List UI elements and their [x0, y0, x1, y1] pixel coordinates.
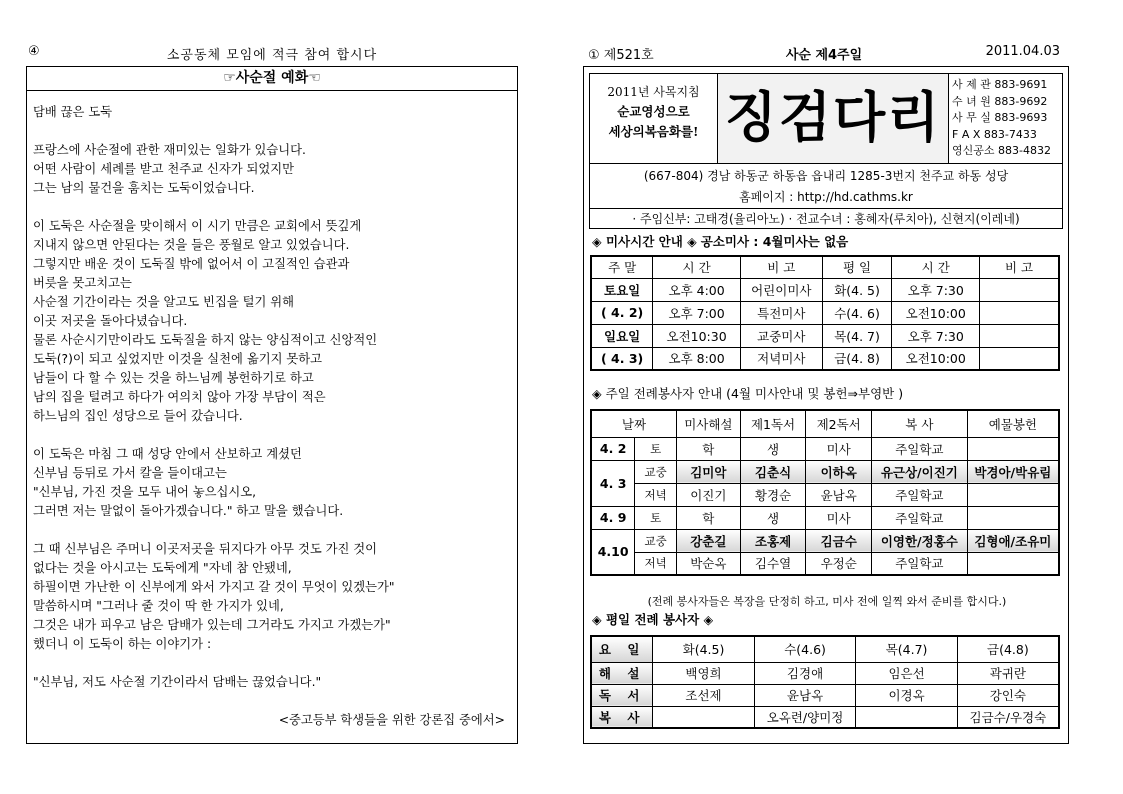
- mass-time: 오후 4:00: [653, 278, 741, 301]
- liturgical-week: 사순 제4주일: [785, 48, 863, 63]
- table-header: 시 간: [892, 256, 980, 278]
- server-name: 강춘길: [676, 529, 740, 552]
- server-name: 임은선: [856, 662, 957, 684]
- mass-note: [980, 347, 1059, 370]
- weekend-date: ( 4. 2): [591, 301, 653, 324]
- role-label: 복 사: [591, 706, 653, 728]
- story-source: <중고등부 학생들을 위한 강론집 중에서>: [278, 713, 505, 727]
- table-header: 수(4.6): [754, 636, 856, 662]
- story-line: 도둑(?)이 되고 싶었지만 이것을 실천에 옮기지 못하고: [33, 352, 323, 366]
- server-name: 학: [676, 506, 740, 529]
- server-name: [967, 483, 1059, 506]
- story-line: 이 도둑은 마침 그 때 성당 안에서 산보하고 계셨던: [33, 447, 302, 461]
- story: [33, 103, 513, 730]
- left-page-number: ④: [28, 44, 40, 59]
- server-name: 박경아/박유림: [967, 460, 1059, 483]
- server-name: 학: [676, 437, 740, 460]
- mass-note: 어린이미사: [740, 278, 822, 301]
- server-name: 오옥련/양미정: [754, 706, 856, 728]
- mass-section-heading: [592, 233, 848, 251]
- mass-time: 오전10:00: [892, 301, 980, 324]
- left-page-header: [28, 44, 516, 64]
- left-content-box: [26, 66, 518, 744]
- server-name: 이영한/정홍수: [872, 529, 968, 552]
- sunday-servers-table: [590, 409, 1060, 576]
- story-line: 물론 사순시기만이라도 도둑질을 하지 않는 양심적이고 신앙적인: [33, 333, 378, 347]
- mass-time: 오후 8:00: [653, 347, 741, 370]
- table-header: 복 사: [872, 410, 968, 437]
- right-page-header: [588, 44, 1060, 64]
- weekend-day: 토요일: [591, 278, 653, 301]
- bulletin-logo: 징검다리: [718, 74, 948, 164]
- weekend-day: 일요일: [591, 324, 653, 347]
- table-header: 금(4.8): [957, 636, 1059, 662]
- issue-date: 2011.04.03: [985, 44, 1060, 59]
- table-header: 요 일: [591, 636, 653, 662]
- issue-number: ① 제521호: [588, 48, 654, 63]
- server-name: 김금수: [806, 529, 872, 552]
- mass-time: 오전10:30: [653, 324, 741, 347]
- story-line: "신부님, 저도 사순절 기간이라서 담배는 끊었습니다.": [33, 675, 322, 689]
- server-name: 미사: [806, 437, 872, 460]
- story-line: 이곳 저곳을 돌아다녔습니다.: [33, 314, 188, 328]
- motto-year: 2011년 사목지침: [607, 85, 700, 99]
- server-name: 조선제: [653, 684, 754, 706]
- server-name: 생: [740, 437, 806, 460]
- left-headline: 소공동체 모임에 적극 참여 합시다: [166, 48, 378, 63]
- story-line: 이 도둑은 사순절을 맞이해서 이 시기 만큼은 교회에서 뜻깊게: [33, 219, 362, 233]
- mass-section-note: 공소미사 : 4월미사는 없음: [700, 234, 849, 249]
- story-line: 남들이 다 할 수 있는 것을 하느님께 봉헌하기로 하고: [33, 371, 314, 385]
- address: (667-804) 경남 하동군 하동읍 읍내리 1285-3번지 천주교 하동 성당: [643, 169, 1009, 183]
- table-row: [591, 483, 1059, 506]
- mass-type: 교중: [635, 460, 677, 483]
- table-header: 목(4.7): [856, 636, 957, 662]
- contact-item: F A X 883-7433: [952, 127, 1037, 141]
- mass-time: 오후 7:30: [892, 324, 980, 347]
- server-name: [967, 552, 1059, 575]
- server-name: 주일학교: [872, 552, 968, 575]
- table-row: [591, 437, 1059, 460]
- table-row: [591, 706, 1059, 728]
- server-name: 주일학교: [872, 483, 968, 506]
- story-line: 프랑스에 사순절에 관한 재미있는 일화가 있습니다.: [33, 143, 306, 157]
- right-content-box: [583, 66, 1069, 744]
- table-header: 평 일: [822, 256, 892, 278]
- server-name: 곽귀란: [957, 662, 1059, 684]
- weekday-date: 금(4. 8): [822, 347, 892, 370]
- server-name: 이하옥: [806, 460, 872, 483]
- story-line: 남의 집을 털려고 하다가 여의치 않아 가장 부담이 적은: [33, 390, 326, 404]
- weekday-date: 목(4. 7): [822, 324, 892, 347]
- table-row: [591, 662, 1059, 684]
- contact-list: [948, 74, 1062, 164]
- server-name: 주일학교: [872, 437, 968, 460]
- server-name: 이경옥: [856, 684, 957, 706]
- mass-type: 저녁: [635, 483, 677, 506]
- story-line: 지내지 않으면 안된다는 것을 들은 풍월로 알고 있었습니다.: [33, 238, 350, 252]
- story-line: 어떤 사람이 세례를 받고 천주교 신자가 되었지만: [33, 162, 295, 176]
- table-header: 날짜: [591, 410, 676, 437]
- service-date: 4. 9: [591, 506, 635, 529]
- server-name: 생: [740, 506, 806, 529]
- server-name: 김형애/조유미: [967, 529, 1059, 552]
- role-label: 해 설: [591, 662, 653, 684]
- story-line: 신부님 등뒤로 가서 칼을 들이대고는: [33, 466, 227, 480]
- table-header: 제1독서: [740, 410, 806, 437]
- story-line: 했더니 이 도둑이 하는 이야기가 :: [33, 637, 212, 651]
- contact-item: 영신공소 883-4832: [952, 144, 1051, 157]
- weekday-section-title: ◈ 평일 전례 봉사자 ◈: [592, 612, 714, 627]
- server-name: 윤남옥: [806, 483, 872, 506]
- service-date: 4. 2: [591, 437, 635, 460]
- table-header: 화(4.5): [653, 636, 754, 662]
- homepage: 홈페이지 : http://hd.cathms.kr: [739, 190, 913, 204]
- server-name: 유근상/이진기: [872, 460, 968, 483]
- mass-note: 특전미사: [740, 301, 822, 324]
- server-name: 주일학교: [872, 506, 968, 529]
- contact-item: 사 무 실 883-9693: [952, 111, 1048, 124]
- table-header: 시 간: [653, 256, 741, 278]
- table-header: 예물봉헌: [967, 410, 1059, 437]
- pastoral-motto: [590, 74, 718, 164]
- server-name: [653, 706, 754, 728]
- server-name: [967, 437, 1059, 460]
- server-name: 백영희: [653, 662, 754, 684]
- story-body: [33, 141, 513, 692]
- mass-note: 저녁미사: [740, 347, 822, 370]
- server-name: [856, 706, 957, 728]
- story-line: 버릇을 못고치고는: [33, 276, 132, 290]
- service-date: 4. 3: [591, 460, 635, 506]
- table-header: 주 말: [591, 256, 653, 278]
- sunday-section-heading: ◈ 주일 전례봉사자 안내 (4월 미사안내 및 봉헌⇒부영반 ): [592, 386, 904, 401]
- table-header: 비 고: [980, 256, 1059, 278]
- mass-note: 교중미사: [740, 324, 822, 347]
- contact-item: 사 제 관 883-9691: [952, 78, 1048, 91]
- mass-type: 저녁: [635, 552, 677, 575]
- mass-time: 오후 7:00: [653, 301, 741, 324]
- story-line: 없다는 것을 아시고는 도둑에게 "자네 참 안됐네,: [33, 561, 292, 575]
- server-name: [967, 506, 1059, 529]
- weekend-date: ( 4. 3): [591, 347, 653, 370]
- table-row: [591, 552, 1059, 575]
- mass-type: 교중: [635, 529, 677, 552]
- server-name: 김경애: [754, 662, 856, 684]
- server-name: 김춘식: [740, 460, 806, 483]
- server-name: 미사: [806, 506, 872, 529]
- weekday-servers-table: [590, 635, 1060, 729]
- motto-line-1: 순교영성으로: [617, 104, 690, 119]
- server-name: 황경순: [740, 483, 806, 506]
- mass-section-title: ◈ 미사시간 안내 ◈: [592, 234, 697, 249]
- story-line: 그는 남의 물건을 훔치는 도둑이었습니다.: [33, 181, 255, 195]
- mass-type: 토: [635, 437, 677, 460]
- role-label: 독 서: [591, 684, 653, 706]
- mass-time: 오전10:00: [892, 347, 980, 370]
- left-title: ☞사순절 예화☜: [27, 67, 517, 91]
- story-line: 말씀하시며 "그러나 줄 것이 딱 한 가지가 있네,: [33, 599, 284, 613]
- motto-line-2: 세상의복음화를!: [608, 124, 699, 139]
- sunday-servers-note: (전례 봉사자들은 복장을 단정히 하고, 미사 전에 일찍 와서 준비를 합시다.): [647, 595, 1007, 608]
- story-line: 하필이면 가난한 이 신부에게 와서 가지고 갈 것이 무엇이 있겠는가": [33, 580, 395, 594]
- weekday-section-heading: [592, 611, 713, 629]
- table-header: 제2독서: [806, 410, 872, 437]
- story-line: 사순절 기간이라는 것을 알고도 빈집을 털기 위해: [33, 295, 295, 309]
- mass-note: [980, 278, 1059, 301]
- weekday-date: 수(4. 6): [822, 301, 892, 324]
- staff-line: · 주임신부: 고태경(율리아노) · 전교수녀 : 홍혜자(루치아), 신현지(이레네): [590, 208, 1062, 228]
- story-line: 그러면 저는 말없이 돌아가겠습니다." 하고 말을 했습니다.: [33, 504, 344, 518]
- server-name: 우정순: [806, 552, 872, 575]
- table-header: 미사해설: [676, 410, 740, 437]
- mass-note: [980, 324, 1059, 347]
- masthead: [589, 73, 1063, 229]
- contact-item: 수 녀 원 883-9692: [952, 94, 1048, 108]
- server-name: 윤남옥: [754, 684, 856, 706]
- story-title: 담배 끊은 도둑: [33, 105, 113, 119]
- mass-time: 오후 7:30: [892, 278, 980, 301]
- weekday-date: 화(4. 5): [822, 278, 892, 301]
- mass-type: 토: [635, 506, 677, 529]
- story-line: 그 때 신부님은 주머니 이곳저곳을 뒤지다가 아무 것도 가진 것이: [33, 542, 378, 556]
- server-name: 김수열: [740, 552, 806, 575]
- table-row: [591, 460, 1059, 483]
- mass-note: [980, 301, 1059, 324]
- table-row: [591, 506, 1059, 529]
- story-line: "신부님, 가진 것을 모두 내어 놓으십시오,: [33, 485, 257, 499]
- story-line: 하느님의 집인 성당으로 들어 갔습니다.: [33, 409, 243, 423]
- server-name: 조홍제: [740, 529, 806, 552]
- table-header: 비 고: [740, 256, 822, 278]
- story-line: 그것은 내가 피우고 남은 담배가 있는데 그거라도 가지고 가겠는가": [33, 618, 391, 632]
- table-row: [591, 529, 1059, 552]
- server-name: 김미악: [676, 460, 740, 483]
- server-name: 강인숙: [957, 684, 1059, 706]
- server-name: 이진기: [676, 483, 740, 506]
- table-row: [591, 684, 1059, 706]
- service-date: 4.10: [591, 529, 635, 575]
- mass-schedule-table: [590, 255, 1060, 371]
- server-name: 박순옥: [676, 552, 740, 575]
- server-name: 김금수/우경숙: [957, 706, 1059, 728]
- story-line: 그렇지만 배운 것이 도둑질 밖에 없어서 이 고질적인 습관과: [33, 257, 350, 271]
